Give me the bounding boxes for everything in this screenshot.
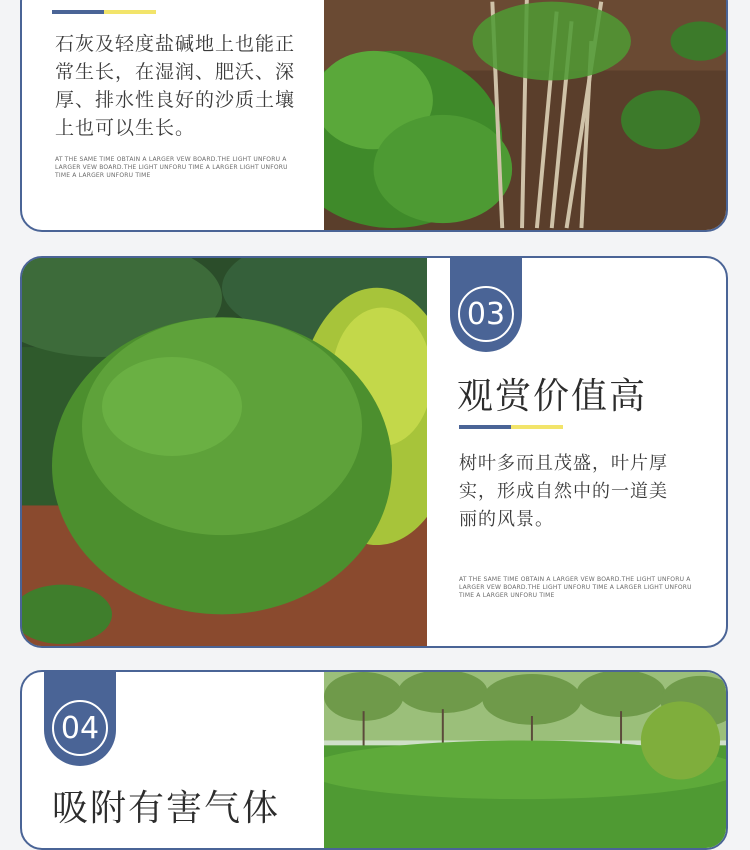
field-photo <box>324 672 726 848</box>
accent-divider <box>52 10 156 14</box>
seedling-photo <box>324 0 726 230</box>
section-title: 吸附有害气体 <box>52 788 281 829</box>
badge-number: 04 <box>52 700 108 756</box>
section-number-badge <box>450 258 522 352</box>
section-number-badge <box>44 672 116 766</box>
section-title: 观赏价值高 <box>457 376 648 417</box>
feature-card-ornamental <box>20 256 728 648</box>
feature-card-air-purification <box>20 670 728 850</box>
feature-card-soil <box>20 0 728 232</box>
feature-description: 石灰及轻度盐碱地上也能正常生长，在湿润、肥沃、深厚、排水性良好的沙质土壤上也可以生长。 <box>55 33 296 139</box>
decorative-caption: AT THE SAME TIME OBTAIN A LARGER VEW BOARD.THE LIGHT UNFORU A LARGER VEW BOARD.THE LIGHT UNFORU TIME A LARGER LIGHT UNFORU TIME A LARGER UNFORU TIME <box>55 156 288 179</box>
decorative-caption: AT THE SAME TIME OBTAIN A LARGER VEW BOARD.THE LIGHT UNFORU A LARGER VEW BOARD.THE LIGHT UNFORU TIME A LARGER LIGHT UNFORU TIME A LARGER UNFORU TIME <box>459 576 692 599</box>
badge-number: 03 <box>458 286 514 342</box>
feature-description: 树叶多而且茂盛，叶片厚实，形成自然中的一道美丽的风景。 <box>459 453 668 530</box>
shrub-photo <box>22 258 427 646</box>
accent-divider <box>459 425 563 429</box>
